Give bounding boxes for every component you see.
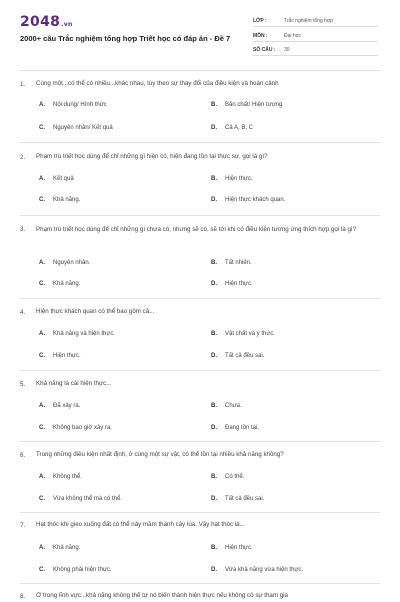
logo-domain: .vn — [61, 21, 73, 28]
document-header — [0, 0, 400, 64]
question-number: 6. — [20, 452, 26, 459]
option-a[interactable]: A. Kết quả — [39, 176, 74, 182]
option-d[interactable]: D. Hiện thực. — [211, 281, 253, 287]
option-a[interactable]: A. Nội dung/ Hình thức — [39, 102, 107, 108]
question-number: 5. — [20, 381, 26, 388]
option-c[interactable]: C. Vừa không thể mà có thể. — [39, 496, 123, 502]
option-c[interactable]: C. Khả năng. — [39, 281, 81, 287]
question-divider — [20, 441, 380, 442]
meta-row-count — [253, 44, 378, 56]
meta-value: 30 — [284, 47, 290, 53]
option-d[interactable]: D. Vừa khả năng vừa hiện thực. — [211, 567, 304, 573]
option-d[interactable]: D. Cả A, B, C — [211, 125, 254, 131]
question-text: Hiện thực khách quan có thể bao gồm cả... — [36, 308, 155, 315]
question-number: 3. — [20, 226, 26, 233]
meta-row-subject — [253, 30, 378, 42]
meta-value: Đại học — [284, 33, 301, 39]
option-b[interactable]: B. Hiện thực. — [211, 176, 253, 182]
option-c[interactable]: C. Nguyên nhân/ Kết quả — [39, 125, 113, 131]
question-number: 1. — [20, 81, 26, 88]
meta-value: Trắc nghiệm tổng hợp — [284, 18, 333, 24]
meta-label: LỚP : — [253, 18, 267, 24]
option-d[interactable]: D. Tất cả đều sai. — [211, 353, 265, 359]
question-number: 7. — [20, 522, 26, 529]
option-a[interactable]: A. Khả năng và hiện thực. — [39, 331, 116, 337]
option-b[interactable]: B. Bản chất/ Hiện tượng — [211, 102, 283, 108]
option-d[interactable]: D. Hiện thực khách quan. — [211, 197, 286, 203]
option-c[interactable]: C. Hiện thực. — [39, 353, 81, 359]
meta-label: SỐ CÂU : — [253, 47, 276, 53]
option-a[interactable]: A. Không thể. — [39, 474, 83, 480]
question-text: Phạm trù triết học dùng để chỉ những gì hiện có, hiện đang tồn tại thực sự, gọi là gì? — [36, 153, 268, 160]
question-number: 2. — [20, 154, 26, 161]
option-b[interactable]: B. Có thể. — [211, 474, 245, 480]
question-divider — [20, 583, 380, 584]
option-a[interactable]: A. Đã xảy ra. — [39, 403, 81, 409]
question-text: Hạt thóc khi gieo xuống đất có thể nảy mầm thành cây lúa. Vậy hạt thóc là... — [36, 521, 245, 528]
option-c[interactable]: C. Khả năng. — [39, 197, 81, 203]
question-divider — [20, 215, 380, 216]
question-text: Khả năng là cái hiện thực... — [36, 380, 112, 387]
question-text: Phạm trù triết học dùng để chỉ những gì chưa có, nhưng sẽ có, sẽ tới khi có điều kiện tương ứng thích hợp gọi là gì? — [36, 226, 357, 233]
meta-row-class — [253, 15, 378, 27]
question-divider — [20, 512, 380, 513]
option-b[interactable]: B. Vật chất và ý thức. — [211, 331, 276, 337]
header-divider — [20, 70, 380, 71]
document-title: 2000+ câu Trắc nghiệm tổng hợp Triết học có đáp án - Đề 7 — [20, 34, 231, 43]
option-a[interactable]: A. Nguyên nhân. — [39, 260, 91, 266]
option-d[interactable]: D. Tất cả đều sai. — [211, 496, 265, 502]
option-c[interactable]: C. Không bao giờ xảy ra. — [39, 425, 112, 431]
meta-label: MÔN : — [253, 33, 268, 39]
option-a[interactable]: A. Khả năng. — [39, 545, 81, 551]
question-text: Trong những điều kiện nhất định, ở cùng một sự vật, có thể tồn tại nhiều khả năng không? — [36, 451, 284, 458]
site-logo[interactable] — [20, 14, 73, 30]
question-divider — [20, 142, 380, 143]
question-divider — [20, 298, 380, 299]
option-b[interactable]: B. Chưa. — [211, 403, 242, 409]
question-text: Ở trong lĩnh vực...khả năng không thể tự nó biến thành hiện thực nếu không có sự tham gia — [36, 592, 289, 599]
question-number: 4. — [20, 309, 26, 316]
question-divider — [20, 370, 380, 371]
option-c[interactable]: C. Không phải hiện thực. — [39, 567, 112, 573]
question-text: Cùng một...có thể có nhiều...khác nhau, tùy theo sự thay đổi của điều kiện và hoàn cảnh — [36, 80, 279, 87]
logo-text: 2048 — [20, 14, 61, 30]
option-d[interactable]: D. Đang tồn tại. — [211, 425, 260, 431]
option-b[interactable]: B. Tất nhiên. — [211, 260, 252, 266]
question-number: 8. — [20, 593, 26, 600]
option-b[interactable]: B. Hiện thực. — [211, 545, 253, 551]
